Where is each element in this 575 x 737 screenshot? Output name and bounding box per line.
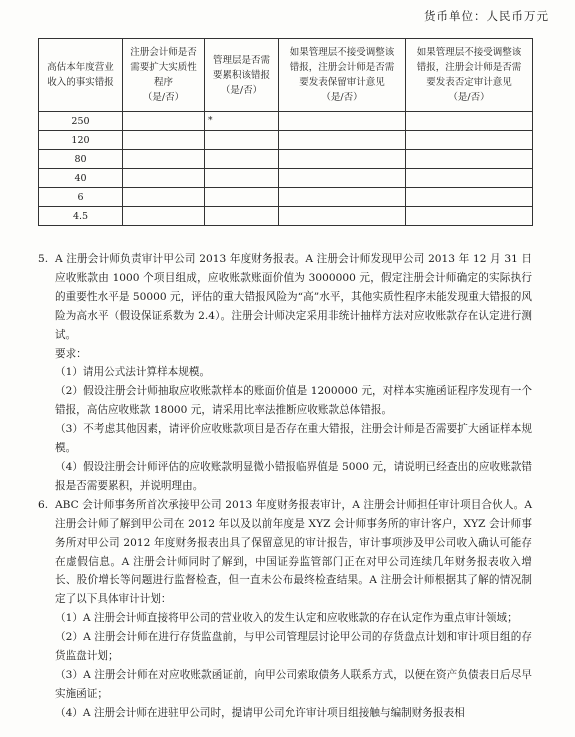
question-intro: A 注册会计师负责审计甲公司 2013 年度财务报表。A 注册会计师发现甲公司 2013 年 12 月 31 日应收账款由 1000 个项目组成，应收账款账面价值为 3000000 元，假定注册会计师确定的实际执行的重要性水平是 50000 元，评估的重大错报风险为“高”水平，其他实质性程序未能发现重大错报的风险为高水平（假设保证系数为 2.4）。注册会计师决定采用非统计抽样方法对应收账款存在认定进行测试。 xyxy=(55,253,532,341)
amount-cell: 6 xyxy=(39,188,123,207)
mark-cell: * xyxy=(205,112,279,131)
question-item: （1）A 注册会计师直接将甲公司的营业收入的发生认定和应收账款的存在认定作为重点审计领域； xyxy=(55,612,518,625)
misstatement-table xyxy=(38,38,533,226)
table-row xyxy=(39,150,533,169)
table-row xyxy=(39,188,533,207)
question-intro: ABC 会计师事务所首次承接甲公司 2013 年度财务报表审计，A 注册会计师担任审计项目合伙人。A 注册会计师了解到甲公司在 2012 年以及以前年度是 XYZ 会计师事务所的审计客户，XYZ 会计师事务所对甲公司 2012 年度财务报表出具了保留意见的审计报告，审计事项涉及甲公司收入确认可能存在虚假信息。A 注册会计师同时了解到，中国证券监管部门正在对甲公司连续几年财务报表收入增长、股价增长等问题进行监督检查，但一直未公布最终检查结果。A 注册会计师根据其了解的情况制定了以下具体审计计划： xyxy=(55,498,532,606)
question-item: （3）不考虑其他因素，请评价应收账款项目是否存在重大错报，注册会计师是否需要扩大函证样本规模。 xyxy=(55,423,532,455)
amount-cell: 4.5 xyxy=(39,207,123,226)
questions-body xyxy=(38,250,532,723)
header-misstatement: 高估本年度营业 收入的事实错报 xyxy=(39,39,123,112)
table-row xyxy=(39,131,533,150)
question-number: 6. xyxy=(38,498,49,511)
amount-cell: 120 xyxy=(39,131,123,150)
header-accumulate: 管理层是否需 要累积该错报 （是/否） xyxy=(205,39,279,112)
question-item: （4）A 注册会计师在进驻甲公司时，提请甲公司允许审计项目组接触与编制财务报表相 xyxy=(55,706,465,719)
question-number: 5. xyxy=(38,253,49,265)
amount-cell: 250 xyxy=(39,112,123,131)
question-item: （2）A 注册会计师在进行存货监盘前，与甲公司管理层讨论甲公司的存货盘点计划和审计项目组的存货监盘计划； xyxy=(55,631,532,663)
table-row xyxy=(39,169,533,188)
question-item: （1）请用公式法计算样本规模。 xyxy=(55,366,211,379)
question-item: （2）假设注册会计师抽取应收账款样本的账面价值是 1200000 元，对样本实施函证程序发现有一个错报，高估应收账款 18000 元，请采用比率法推断应收账款总体错报。 xyxy=(55,385,532,417)
question-item: （4）假设注册会计师评估的应收账款明显微小错报临界值是 5000 元，请说明已经查出的应收账款错报是否需要累积，并说明理由。 xyxy=(55,460,532,492)
table-header-row xyxy=(39,39,533,112)
amount-cell: 80 xyxy=(39,150,123,169)
header-adverse-opinion: 如果管理层不接受调整该 错报，注册会计师是否需 要发表否定审计意见 （是/否） xyxy=(406,39,533,112)
question-item: （3）A 注册会计师在对应收账款函证前，向甲公司索取债务人联系方式，以便在资产负债表日后尽早实施函证； xyxy=(55,668,532,700)
requirement-label: 要求： xyxy=(55,347,87,360)
question-6 xyxy=(38,496,532,609)
amount-cell: 40 xyxy=(39,169,123,188)
currency-unit-label: 货币单位：人民币万元 xyxy=(424,9,549,23)
question-5 xyxy=(38,250,532,345)
table-row xyxy=(39,207,533,226)
header-expand-procedures: 注册会计师是否 需要扩大实质性 程序 （是/否） xyxy=(123,39,205,112)
table-row xyxy=(39,112,533,131)
header-qualified-opinion: 如果管理层不接受调整该 错报，注册会计师是否需 要发表保留审计意见 （是/否） xyxy=(279,39,406,112)
